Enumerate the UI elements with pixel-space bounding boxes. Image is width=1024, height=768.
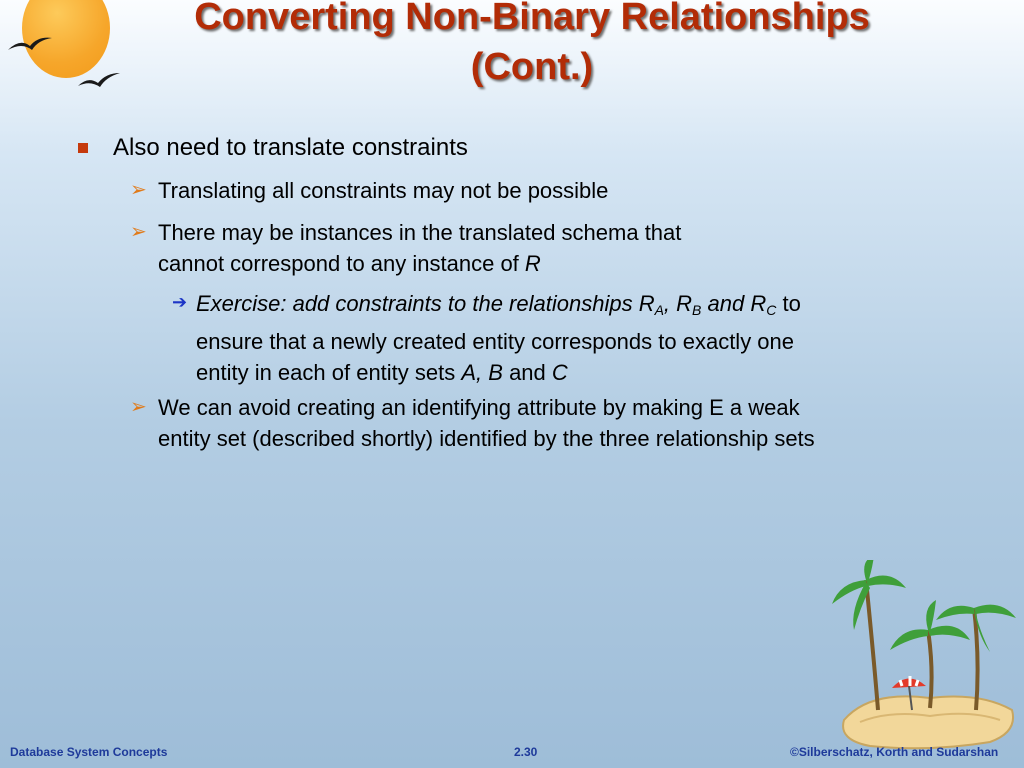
subscript: A bbox=[654, 302, 664, 318]
bullet-level-2 bbox=[158, 175, 608, 206]
relation-name: R bbox=[638, 291, 655, 316]
bullet-text: There may be instances in the translated schema that bbox=[158, 220, 682, 245]
bullet-text: entity in each of entity sets bbox=[196, 360, 462, 385]
bullet-level-3 bbox=[196, 288, 956, 388]
separator: , bbox=[663, 291, 677, 316]
footer-left: Database System Concepts bbox=[10, 745, 168, 759]
bird-icon bbox=[6, 34, 54, 56]
variable-c: C bbox=[551, 360, 568, 385]
footer-right: ©Silberschatz, Korth and Sudarshan bbox=[790, 745, 999, 759]
bullet-text: to bbox=[776, 291, 801, 316]
variable-r: R bbox=[524, 251, 541, 276]
title-line-1: Converting Non-Binary Relationships bbox=[194, 0, 870, 38]
bullet-text: ensure that a newly created entity corresponds to exactly one bbox=[196, 329, 795, 354]
bullet-text: cannot correspond to any instance of bbox=[158, 251, 525, 276]
variables: A, B bbox=[461, 360, 503, 385]
relation-name: R bbox=[750, 291, 767, 316]
bullet-text: We can avoid creating an identifying attribute by making E a weak bbox=[158, 395, 800, 420]
exercise-text: Exercise: add constraints to the relationships bbox=[196, 291, 639, 316]
bullet-text: and bbox=[502, 360, 552, 385]
palm-island-icon bbox=[830, 560, 1020, 750]
bullet-text: entity set (described shortly) identified by the three relationship sets bbox=[158, 426, 815, 451]
bullet-level-2 bbox=[158, 392, 958, 454]
chevron-bullet-icon: ➢ bbox=[130, 221, 147, 243]
bullet-text: Also need to translate constraints bbox=[113, 134, 468, 161]
title-line-2: (Cont.) bbox=[470, 46, 594, 88]
bullet-level-2 bbox=[158, 217, 858, 279]
separator: and bbox=[701, 291, 751, 316]
arrow-bullet-icon: ➔ bbox=[172, 292, 188, 312]
chevron-bullet-icon: ➢ bbox=[130, 396, 147, 418]
square-bullet-icon bbox=[78, 143, 88, 153]
subscript: C bbox=[766, 302, 777, 318]
bullet-text: Translating all constraints may not be possible bbox=[158, 178, 609, 203]
footer-page-number: 2.30 bbox=[514, 745, 538, 759]
relation-name: R bbox=[676, 291, 693, 316]
slide-title bbox=[100, 0, 964, 92]
bullet-level-1 bbox=[113, 132, 468, 163]
subscript: B bbox=[692, 302, 702, 318]
chevron-bullet-icon: ➢ bbox=[130, 179, 147, 201]
